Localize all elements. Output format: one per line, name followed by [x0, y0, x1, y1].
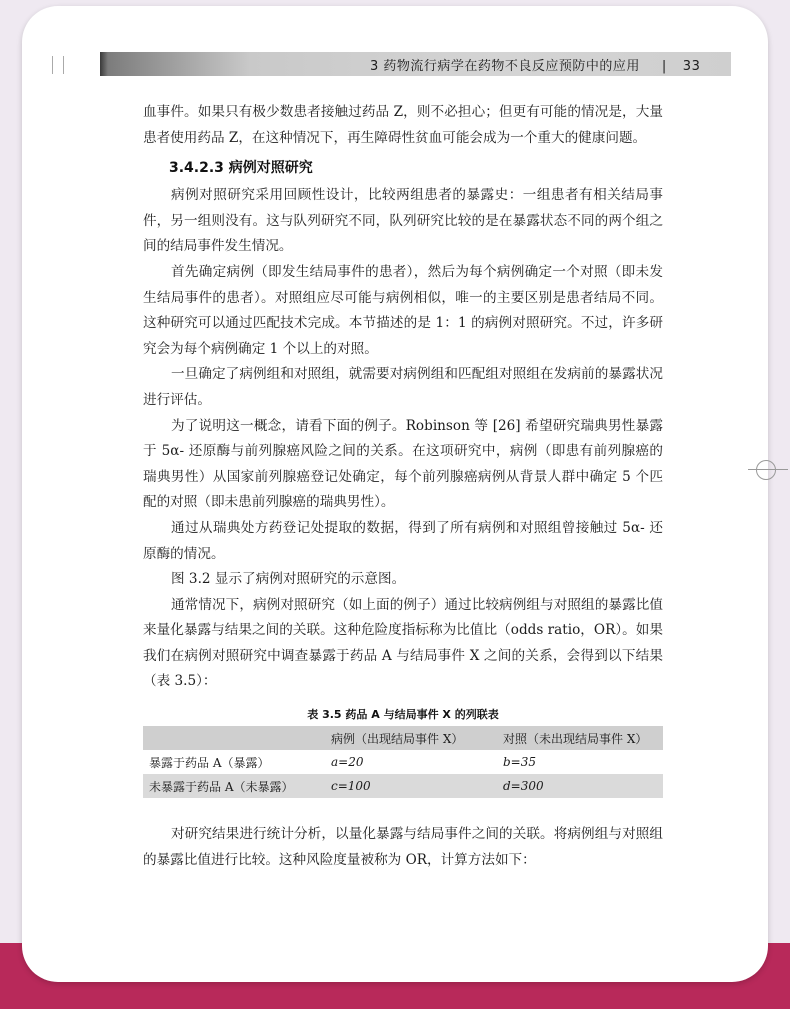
table-header-controls: 对照（未出现结局事件 X）: [503, 731, 648, 746]
paragraph-4: 一旦确定了病例组和对照组，就需要对病例组和匹配组对照组在发病前的暴露状况进行评估。: [143, 366, 663, 408]
paragraph-1: 血事件。如果只有极少数患者接触过药品 Z，则不必担心；但更有可能的情况是，大量患者使用药品 Z，在这种情况下，再生障碍性贫血可能会成为一个重大的健康问题。: [143, 104, 663, 146]
paragraph-9: 对研究结果进行统计分析，以量化暴露与结局事件之间的关联。将病例组与对照组的暴露比值进行比较。这种风险度量被称为 OR，计算方法如下：: [143, 826, 663, 868]
cell-b: b=35: [503, 755, 537, 769]
page-edge-mark: [52, 56, 64, 74]
paragraph-6: 通过从瑞典处方药登记处提取的数据，得到了所有病例和对照组曾接触过 5α- 还原酶的情况。: [143, 519, 663, 562]
paragraph-2: 病例对照研究采用回顾性设计，比较两组患者的暴露史：一组患者有相关结局事件，另一组则没有。这与队列研究不同，队列研究比较的是在暴露状态不同的两个组之间的结局事件发生情况。: [143, 187, 663, 255]
row-label-unexposed: 未暴露于药品 A（未暴露）: [149, 779, 294, 794]
paragraph-5: 为了说明这一概念，请看下面的例子。Robinson 等 [26] 希望研究瑞典男性暴露于 5α- 还原酶与前列腺癌风险之间的关系。在这项研究中，病例（即患有前列腺癌的瑞典男性）从国家前列腺癌登记处确定，每个前列腺癌病例从背景人群中确定 5 个匹配的对照（即未患前列腺癌的瑞典男性）。: [143, 417, 663, 511]
table-row: [143, 750, 663, 774]
row-label-exposed: 暴露于药品 A（暴露）: [149, 755, 270, 770]
paragraph-7: 图 3.2 显示了病例对照研究的示意图。: [171, 571, 406, 588]
registration-mark-icon: [756, 460, 776, 480]
section-heading: 3.4.2.3 病例对照研究: [169, 160, 313, 177]
table-header-blank: [143, 726, 325, 750]
table-row: [143, 774, 663, 798]
page-number: 33: [682, 59, 701, 74]
after-table-text: [143, 822, 663, 873]
paragraph-8: 通常情况下，病例对照研究（如上面的例子）通过比较病例组与对照组的暴露比值来量化暴露与结果之间的关联。这种危险度指标称为比值比（odds ratio，OR）。如果我们在病例对照研究中调查暴露于药品 A 与结局事件 X 之间的关系，会得到以下结果（表 3.5）：: [143, 596, 663, 690]
chapter-title: 3 药物流行病学在药物不良反应预防中的应用: [370, 59, 640, 74]
cell-a: a=20: [331, 755, 364, 769]
cell-d: d=300: [503, 779, 544, 793]
table-header-row: [143, 726, 663, 750]
main-text: [143, 100, 663, 695]
table-header-cases: 病例（出现结局事件 X）: [331, 731, 464, 746]
table-caption: 表 3.5 药品 A 与结局事件 X 的列联表: [307, 708, 499, 721]
paragraph-3: 首先确定病例（即发生结局事件的患者），然后为每个病例确定一个对照（即未发生结局事件的患者）。对照组应尽可能与病例相似，唯一的主要区别是患者结局不同。这种研究可以通过匹配技术完成。本节描述的是 1：1 的病例对照研究。不过，许多研究会为每个病例确定 1 个以上的对照。: [143, 263, 663, 357]
header-separator: |: [661, 59, 667, 74]
running-header: [370, 55, 700, 74]
cell-c: c=100: [331, 779, 371, 793]
contingency-table: [143, 726, 663, 798]
